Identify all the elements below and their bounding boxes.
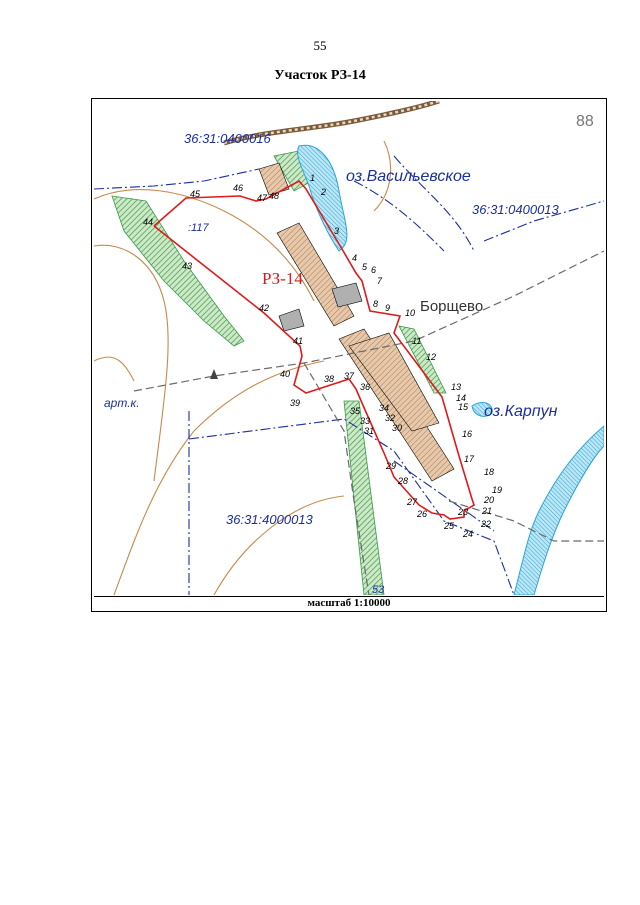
code-117-label: :117 [188, 222, 209, 234]
point-label: 46 [233, 183, 244, 193]
point-label: 5 [362, 262, 368, 272]
point-label: 3 [334, 226, 340, 236]
page-number: 55 [313, 38, 327, 53]
point-label: 40 [280, 369, 291, 379]
code-53-label: 53 [372, 584, 385, 595]
art-label: арт.к. [104, 396, 140, 410]
point-label: 17 [464, 454, 475, 464]
cadastral-label-3: 36:31:4000013 [226, 512, 313, 527]
point-label: 1 [310, 173, 316, 183]
point-label: 28 [398, 476, 409, 486]
zone-label: РЗ-14 [262, 269, 303, 288]
point-label: 42 [259, 303, 270, 313]
cadastral-label-1: 36:31:0400016 [184, 131, 271, 146]
point-label: 37 [344, 371, 355, 381]
point-label: 22 [481, 519, 492, 529]
point-label: 9 [385, 303, 391, 313]
point-label: 18 [484, 467, 495, 477]
cadastral-label-2: 36:31:0400013 [472, 202, 559, 217]
point-label: 10 [405, 308, 416, 318]
point-label: 20 [484, 495, 495, 505]
corner-label: 88 [576, 113, 594, 130]
point-label: 41 [293, 336, 304, 346]
point-label: 38 [324, 374, 335, 384]
point-label: 2 [321, 187, 327, 197]
point-label: 12 [426, 352, 437, 362]
point-label: 39 [290, 398, 301, 408]
point-label: 33 [360, 416, 371, 426]
point-label: 23 [458, 507, 469, 517]
point-label: 44 [143, 217, 154, 227]
point-label: 24 [463, 529, 474, 539]
point-label: 32 [385, 413, 396, 423]
point-label: 43 [182, 261, 193, 271]
point-label: 14 [456, 393, 467, 403]
page-title: Участок РЗ-14 [274, 68, 366, 83]
lake-vasilevskoe-label: оз.Васильевское [346, 168, 471, 185]
point-label: 6 [371, 265, 377, 275]
point-label: 15 [458, 402, 469, 412]
point-label: 36 [360, 382, 371, 392]
point-label: 8 [373, 299, 379, 309]
point-label: 45 [190, 189, 201, 199]
point-label: 13 [451, 382, 462, 392]
village-label: Борщево [420, 298, 484, 315]
site-map [94, 101, 604, 595]
point-label: 26 [417, 509, 428, 519]
lake-karpun-label: оз.Карпун [484, 403, 558, 420]
point-label: 31 [364, 426, 375, 436]
point-label: 47 [257, 193, 268, 203]
point-label: 16 [462, 429, 473, 439]
point-label: 7 [377, 276, 383, 286]
point-label: 34 [379, 403, 390, 413]
point-label: 11 [412, 336, 422, 346]
point-label: 35 [350, 406, 361, 416]
point-label: 4 [352, 253, 358, 263]
point-label: 25 [444, 521, 455, 531]
point-label: 48 [269, 191, 280, 201]
point-label: 29 [386, 461, 397, 471]
point-label: 27 [407, 497, 418, 507]
point-label: 19 [492, 485, 503, 495]
point-label: 21 [482, 506, 493, 516]
scale-label: масштаб 1:10000 [94, 596, 604, 609]
point-label: 30 [392, 423, 403, 433]
